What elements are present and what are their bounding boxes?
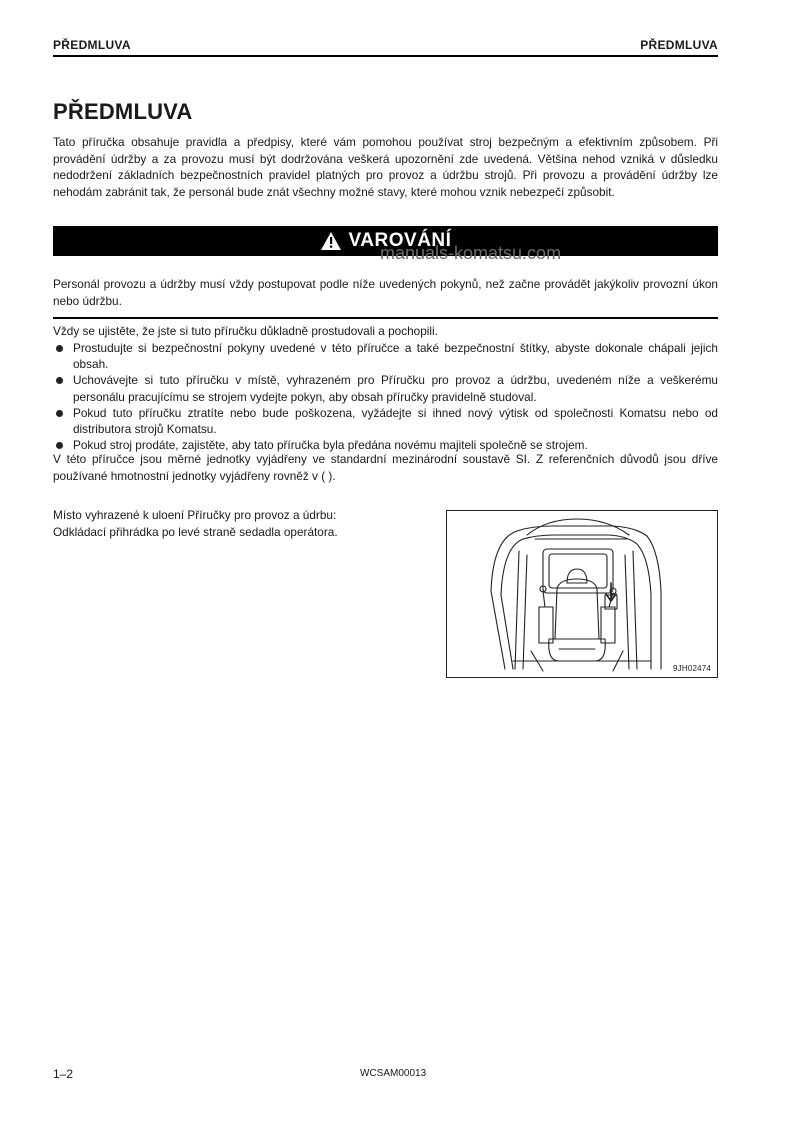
document-code: WCSAM00013 (360, 1068, 427, 1079)
list-item (53, 372, 718, 404)
storage-location-line2: Odkládací přihrádka po levé straně sedadla operátora. (53, 524, 338, 539)
units-note: V této příručce jsou měrné jednotky vyjádřeny ve standardní mezinárodní soustavě SI. Z referenčních důvodů jsou dříve používané hmotnostní jednotky vyjádřeny rovněž v ( ). (53, 452, 718, 483)
bullet-icon (56, 377, 63, 384)
cab-figure (446, 510, 718, 678)
header-right-title: PŘEDMLUVA (640, 38, 718, 52)
storage-location-text (53, 507, 393, 540)
warning-label: VAROVÁNÍ (348, 230, 452, 251)
list-item-text: Pokud tuto příručku ztratíte nebo bude poškozena, vyžádejte si ihned nový výtisk od společnosti Komatsu nebo od distributora strojů Komatsu. (73, 405, 718, 437)
header-left-title: PŘEDMLUVA (53, 38, 131, 52)
bullet-icon (56, 410, 63, 417)
list-item-text: Uchovávejte si tuto příručku v místě, vyhrazeném pro Příručku pro provoz a údržbu, uvedeném níže a veškerému personálu pracujícímu se strojem vydejte pokyn, aby obsah příručky pravidelně studoval. (73, 373, 718, 404)
intro-paragraph: Tato příručka obsahuje pravidla a předpisy, které vám pomohou používat stroj bezpečným a efektivním způsobem. Při provádění údržby a za provozu musí být dodržována veškerá upozornění zde uvedená. Většina nehod vzniká v důsledku nedodržení základních bezpečnostních pravidel platných pro provoz a údržbu strojů. Při provozu a provádění údržby lze nehodám zabránit tak, že personál bude znát všechny možné stavy, které mohou vznik nebezpečí způsobit. (53, 135, 718, 199)
bullet-icon (56, 442, 63, 449)
bullet-icon (56, 345, 63, 352)
warning-end-rule (53, 317, 718, 319)
list-item-text: Pokud stroj prodáte, zajistěte, aby tato příručka byla předána novému majiteli společně se strojem. (73, 438, 588, 453)
list-item (53, 340, 718, 372)
warning-triangle-icon (320, 231, 342, 251)
page-title: PŘEDMLUVA (53, 99, 193, 124)
cab-drawing (447, 511, 717, 677)
figure-code: 9JH02474 (673, 664, 712, 673)
lead-text: Vždy se ujistěte, že jste si tuto příručku důkladně prostudovali a pochopili. (53, 324, 438, 338)
warning-text: Personál provozu a údržby musí vždy postupovat podle níže uvedených pokynů, než začne provádět jakýkoliv provozní úkon nebo údržbu. (53, 277, 718, 308)
instruction-list (53, 340, 718, 453)
header-rule (53, 55, 718, 57)
page-number: 1–2 (53, 1067, 74, 1081)
watermark: manuals-komatsu.com (380, 243, 562, 263)
storage-location-line1: Místo vyhrazené k uloení Příručky pro provoz a údrbu: (53, 508, 337, 522)
list-item (53, 405, 718, 437)
list-item-text: Prostudujte si bezpečnostní pokyny uvedené v této příručce a také bezpečnostní štítky, abyste dokonale chápali jejich obsah. (73, 341, 718, 372)
